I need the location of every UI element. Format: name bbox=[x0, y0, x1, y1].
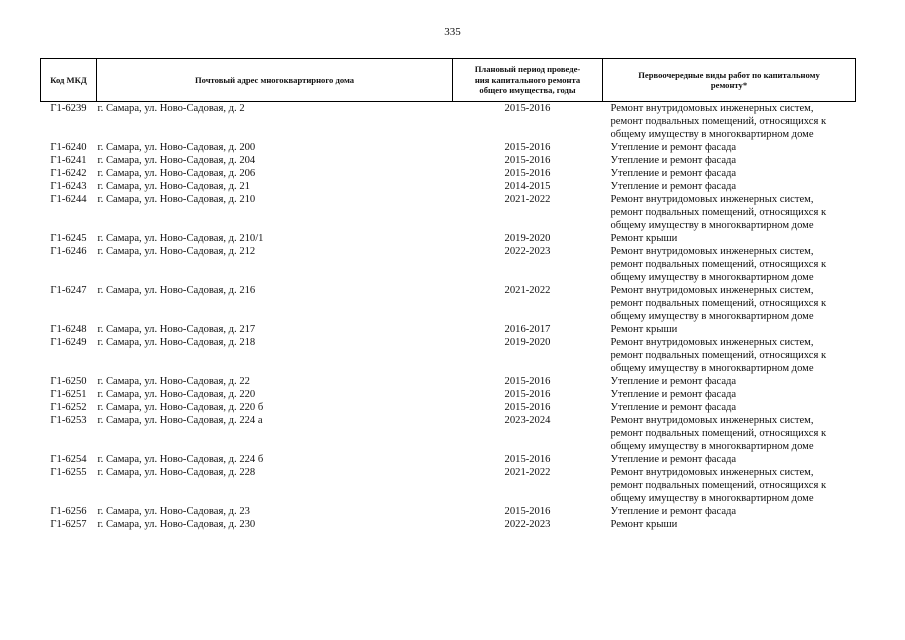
capital-repair-table bbox=[40, 58, 856, 531]
repair-works-line: Утепление и ремонт фасада bbox=[610, 168, 737, 179]
repair-works-line: Ремонт внутридомовых инженерных систем, bbox=[610, 103, 814, 114]
repair-works-line: Ремонт внутридомовых инженерных систем, bbox=[610, 246, 814, 257]
repair-period: 2021-2022 bbox=[504, 194, 551, 205]
mkd-code: Г1-6242 bbox=[50, 168, 87, 179]
repair-works bbox=[603, 245, 856, 284]
header-code: Код МКД bbox=[41, 59, 97, 102]
postal-address: г. Самара, ул. Ново-Садовая, д. 218 bbox=[97, 337, 256, 348]
table-row bbox=[41, 193, 856, 232]
header-works bbox=[603, 59, 856, 102]
mkd-code: Г1-6244 bbox=[50, 194, 87, 205]
mkd-code: Г1-6243 bbox=[50, 181, 87, 192]
table-row bbox=[41, 375, 856, 388]
mkd-code: Г1-6250 bbox=[50, 376, 87, 387]
mkd-code: Г1-6251 bbox=[50, 389, 87, 400]
table-body bbox=[41, 102, 856, 532]
repair-period: 2022-2023 bbox=[504, 519, 551, 530]
postal-address: г. Самара, ул. Ново-Садовая, д. 204 bbox=[97, 155, 256, 166]
table-row bbox=[41, 154, 856, 167]
mkd-code: Г1-6240 bbox=[50, 142, 87, 153]
repair-works-line: Ремонт внутридомовых инженерных систем, bbox=[610, 337, 814, 348]
repair-period: 2015-2016 bbox=[504, 506, 551, 517]
repair-works bbox=[603, 323, 856, 336]
header-period-line: общего имущества, годы bbox=[479, 85, 576, 96]
postal-address: г. Самара, ул. Ново-Садовая, д. 224 а bbox=[97, 415, 263, 426]
postal-address: г. Самара, ул. Ново-Садовая, д. 212 bbox=[97, 246, 256, 257]
table-row bbox=[41, 245, 856, 284]
repair-period: 2015-2016 bbox=[504, 155, 551, 166]
postal-address: г. Самара, ул. Ново-Садовая, д. 217 bbox=[97, 324, 256, 335]
postal-address: г. Самара, ул. Ново-Садовая, д. 23 bbox=[97, 506, 250, 517]
header-row bbox=[41, 59, 856, 102]
postal-address: г. Самара, ул. Ново-Садовая, д. 210/1 bbox=[97, 233, 264, 244]
table-header bbox=[41, 59, 856, 102]
repair-works-line: Утепление и ремонт фасада bbox=[610, 155, 737, 166]
repair-works bbox=[603, 375, 856, 388]
table-row bbox=[41, 232, 856, 245]
table-row bbox=[41, 141, 856, 154]
table-row bbox=[41, 388, 856, 401]
header-address: Почтовый адрес многоквартирного дома bbox=[97, 59, 453, 102]
repair-works-line: Ремонт крыши bbox=[610, 519, 678, 530]
repair-works-line: общему имуществу в многоквартирном доме bbox=[610, 493, 814, 504]
repair-works-line: Утепление и ремонт фасада bbox=[610, 506, 737, 517]
repair-period: 2021-2022 bbox=[504, 467, 551, 478]
table-row bbox=[41, 505, 856, 518]
repair-works bbox=[603, 466, 856, 505]
repair-works-line: общему имуществу в многоквартирном доме bbox=[610, 363, 814, 374]
repair-works-line: ремонт подвальных помещений, относящихся к bbox=[610, 298, 827, 309]
mkd-code: Г1-6246 bbox=[50, 246, 87, 257]
postal-address: г. Самара, ул. Ново-Садовая, д. 22 bbox=[97, 376, 250, 387]
table-row bbox=[41, 102, 856, 142]
table-row bbox=[41, 336, 856, 375]
repair-works-line: Ремонт внутридомовых инженерных систем, bbox=[610, 415, 814, 426]
mkd-code: Г1-6253 bbox=[50, 415, 87, 426]
repair-works-line: Утепление и ремонт фасада bbox=[610, 402, 737, 413]
repair-period: 2015-2016 bbox=[504, 454, 551, 465]
repair-works bbox=[603, 167, 856, 180]
repair-works-line: Ремонт внутридомовых инженерных систем, bbox=[610, 467, 814, 478]
table-row bbox=[41, 167, 856, 180]
repair-period: 2021-2022 bbox=[504, 285, 551, 296]
header-period bbox=[453, 59, 603, 102]
header-period-line: ния капитального ремонта bbox=[474, 74, 581, 85]
repair-works bbox=[603, 284, 856, 323]
table-row bbox=[41, 414, 856, 453]
postal-address: г. Самара, ул. Ново-Садовая, д. 228 bbox=[97, 467, 256, 478]
repair-period: 2015-2016 bbox=[504, 103, 551, 114]
mkd-code: Г1-6241 bbox=[50, 155, 87, 166]
repair-works-line: Утепление и ремонт фасада bbox=[610, 181, 737, 192]
repair-period: 2015-2016 bbox=[504, 389, 551, 400]
mkd-code: Г1-6257 bbox=[50, 519, 87, 530]
postal-address: г. Самара, ул. Ново-Садовая, д. 210 bbox=[97, 194, 256, 205]
mkd-code: Г1-6239 bbox=[50, 103, 87, 114]
repair-period: 2015-2016 bbox=[504, 168, 551, 179]
postal-address: г. Самара, ул. Ново-Садовая, д. 230 bbox=[97, 519, 256, 530]
repair-works bbox=[603, 232, 856, 245]
repair-works-line: общему имуществу в многоквартирном доме bbox=[610, 272, 814, 283]
mkd-code: Г1-6254 bbox=[50, 454, 87, 465]
repair-period: 2015-2016 bbox=[504, 142, 551, 153]
postal-address: г. Самара, ул. Ново-Садовая, д. 21 bbox=[97, 181, 250, 192]
repair-works bbox=[603, 180, 856, 193]
table-row bbox=[41, 518, 856, 531]
repair-period: 2023-2024 bbox=[504, 415, 551, 426]
mkd-code: Г1-6255 bbox=[50, 467, 87, 478]
repair-works-line: Ремонт крыши bbox=[610, 324, 678, 335]
postal-address: г. Самара, ул. Ново-Садовая, д. 220 б bbox=[97, 402, 264, 413]
header-period-line: Плановый период проведе- bbox=[474, 64, 581, 75]
repair-works bbox=[603, 336, 856, 375]
repair-period: 2019-2020 bbox=[504, 233, 551, 244]
repair-works-line: ремонт подвальных помещений, относящихся к bbox=[610, 207, 827, 218]
repair-works-line: Утепление и ремонт фасада bbox=[610, 142, 737, 153]
repair-period: 2019-2020 bbox=[504, 337, 551, 348]
table-row bbox=[41, 180, 856, 193]
postal-address: г. Самара, ул. Ново-Садовая, д. 206 bbox=[97, 168, 256, 179]
repair-works-line: общему имуществу в многоквартирном доме bbox=[610, 129, 814, 140]
repair-period: 2016-2017 bbox=[504, 324, 551, 335]
repair-works bbox=[603, 401, 856, 414]
repair-works bbox=[603, 154, 856, 167]
repair-works bbox=[603, 414, 856, 453]
page-number: 335 bbox=[444, 26, 461, 38]
header-works-line: ремонту* bbox=[710, 80, 748, 90]
repair-works-line: Утепление и ремонт фасада bbox=[610, 454, 737, 465]
mkd-code: Г1-6252 bbox=[50, 402, 87, 413]
repair-works-line: ремонт подвальных помещений, относящихся к bbox=[610, 259, 827, 270]
mkd-code: Г1-6256 bbox=[50, 506, 87, 517]
repair-works bbox=[603, 518, 856, 531]
mkd-code: Г1-6249 bbox=[50, 337, 87, 348]
repair-works bbox=[603, 102, 856, 142]
repair-period: 2014-2015 bbox=[504, 181, 551, 192]
repair-period: 2022-2023 bbox=[504, 246, 551, 257]
repair-works-line: общему имуществу в многоквартирном доме bbox=[610, 220, 814, 231]
repair-works-line: общему имуществу в многоквартирном доме bbox=[610, 441, 814, 452]
repair-works-line: общему имуществу в многоквартирном доме bbox=[610, 311, 814, 322]
repair-works-line: Ремонт внутридомовых инженерных систем, bbox=[610, 285, 814, 296]
mkd-code: Г1-6247 bbox=[50, 285, 87, 296]
repair-works-line: ремонт подвальных помещений, относящихся к bbox=[610, 480, 827, 491]
repair-works bbox=[603, 453, 856, 466]
repair-works bbox=[603, 505, 856, 518]
repair-period: 2015-2016 bbox=[504, 402, 551, 413]
repair-works-line: Ремонт крыши bbox=[610, 233, 678, 244]
repair-works bbox=[603, 141, 856, 154]
postal-address: г. Самара, ул. Ново-Садовая, д. 220 bbox=[97, 389, 256, 400]
repair-period: 2015-2016 bbox=[504, 376, 551, 387]
table-row bbox=[41, 323, 856, 336]
repair-works-line: ремонт подвальных помещений, относящихся к bbox=[610, 428, 827, 439]
postal-address: г. Самара, ул. Ново-Садовая, д. 224 б bbox=[97, 454, 264, 465]
postal-address: г. Самара, ул. Ново-Садовая, д. 2 bbox=[97, 103, 245, 114]
repair-works bbox=[603, 193, 856, 232]
table-row bbox=[41, 466, 856, 505]
table-row bbox=[41, 453, 856, 466]
table-row bbox=[41, 401, 856, 414]
postal-address: г. Самара, ул. Ново-Садовая, д. 216 bbox=[97, 285, 256, 296]
repair-works-line: ремонт подвальных помещений, относящихся к bbox=[610, 350, 827, 361]
repair-works-line: Утепление и ремонт фасада bbox=[610, 389, 737, 400]
mkd-code: Г1-6245 bbox=[50, 233, 87, 244]
header-works-line: Первоочередные виды работ по капитальному bbox=[638, 69, 820, 80]
mkd-code: Г1-6248 bbox=[50, 324, 87, 335]
table-row bbox=[41, 284, 856, 323]
repair-works-line: ремонт подвальных помещений, относящихся к bbox=[610, 116, 827, 127]
postal-address: г. Самара, ул. Ново-Садовая, д. 200 bbox=[97, 142, 256, 153]
repair-works-line: Утепление и ремонт фасада bbox=[610, 376, 737, 387]
repair-works-line: Ремонт внутридомовых инженерных систем, bbox=[610, 194, 814, 205]
repair-works bbox=[603, 388, 856, 401]
